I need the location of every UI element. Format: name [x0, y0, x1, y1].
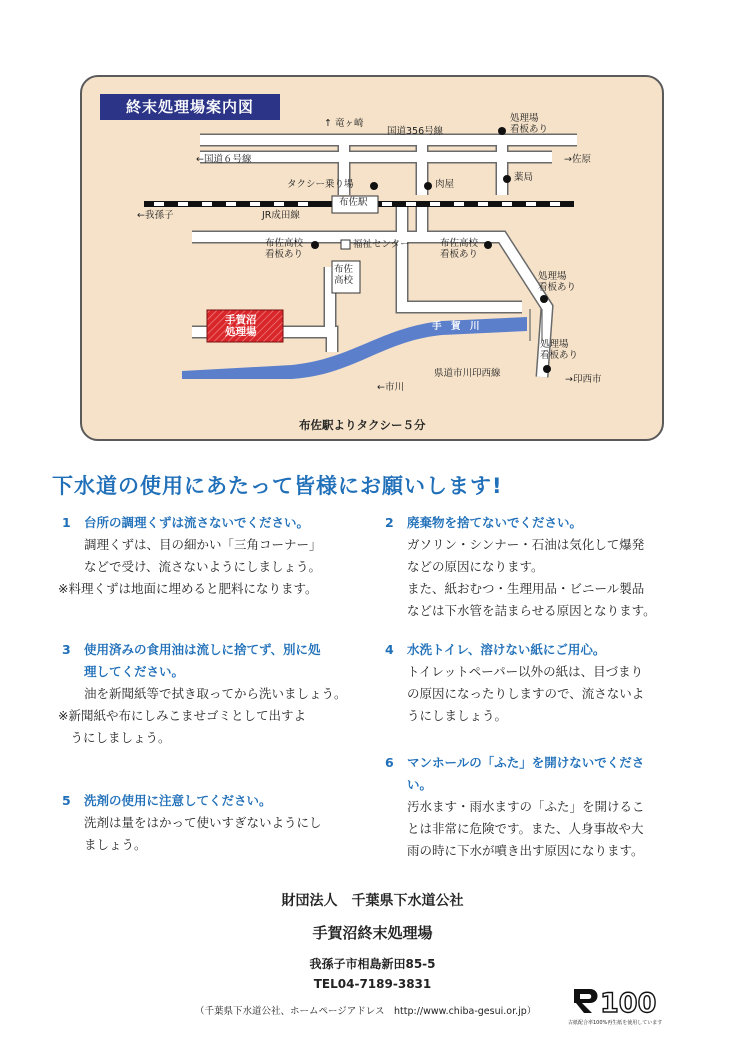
- item-text: 調理くずは、目の細かい「三角コーナー」: [84, 537, 322, 552]
- label-fusa-high: 布佐 高校: [334, 264, 354, 286]
- label-sawara: →佐原: [564, 154, 591, 165]
- main-heading: 下水道の使用にあたって皆様にお願いします!: [52, 474, 503, 498]
- item-note: うにしましょう。: [58, 730, 171, 745]
- item-text: 汚水ます・雨水ますの「ふた」を開けるこ: [407, 799, 645, 814]
- item-text: また、紙おむつ・生理用品・ビニール製品: [407, 581, 645, 596]
- label-jr-line: JR成田線: [262, 210, 300, 221]
- item-number: 4: [385, 642, 394, 657]
- item-number: 6: [385, 755, 394, 770]
- item-text: ガソリン・シンナー・石油は気化して爆発: [407, 537, 645, 552]
- item-number: 1: [62, 515, 71, 530]
- request-item-4: [385, 639, 705, 727]
- request-item-1: [58, 512, 382, 600]
- label-abiko: ←我孫子: [137, 210, 174, 221]
- item-text: などの原因になります。: [407, 559, 544, 574]
- r100-logo-icon: [570, 985, 666, 1017]
- foundation-name: 財団法人 千葉県下水道公社: [281, 893, 464, 909]
- recycle-mark: [570, 985, 666, 1021]
- recycle-number: 100: [600, 988, 657, 1017]
- item-text: ましょう。: [84, 837, 147, 852]
- address: 我孫子市相島新田85-5: [309, 957, 436, 971]
- label-teganuma-plant: 手賀沼 処理場: [225, 314, 257, 339]
- label-ichikawa: ←市川: [377, 382, 404, 393]
- label-school-sign-1: 布佐高校 看板あり: [265, 238, 304, 260]
- item-note: ※料理くずは地面に埋めると肥料になります。: [58, 581, 318, 596]
- request-item-3: [58, 639, 382, 749]
- item-number: 3: [62, 642, 71, 657]
- guide-map: [80, 75, 664, 441]
- item-title: 使用済みの食用油は流しに捨てず、別に処 理してください。: [84, 642, 321, 679]
- item-text: 洗剤は量をはかって使いすぎないようにし: [84, 815, 322, 830]
- item-text: 雨の時に下水が噴き出す原因になります。: [407, 843, 644, 858]
- label-inzai: →印西市: [565, 374, 602, 385]
- item-number: 5: [62, 793, 71, 808]
- telephone: TEL04-7189-3831: [313, 977, 432, 991]
- item-text: とは非常に危険です。また、人身事故や大: [407, 821, 644, 836]
- item-title: 洗剤の使用に注意してください。: [84, 793, 272, 808]
- website-line: （千葉県下水道公社、ホームページアドレス http://www.chiba-gesui.or.jp）: [195, 1006, 537, 1017]
- label-butcher: 肉屋: [435, 179, 455, 190]
- item-text: うにしましょう。: [407, 708, 508, 723]
- label-route356: 国道356号線: [387, 126, 444, 137]
- request-item-6: [385, 752, 705, 862]
- item-text: の原因になったりしますので、流さないよ: [407, 686, 645, 701]
- label-pref-road: 県道市川印西線: [434, 368, 501, 379]
- item-text: 油を新聞紙等で拭き取ってから洗いましょう。: [84, 686, 347, 701]
- plant-name: 手賀沼終末処理場: [312, 924, 433, 942]
- label-fusa-station: 布佐駅: [339, 197, 368, 208]
- label-school-sign-2: 布佐高校 看板あり: [440, 238, 479, 260]
- label-welfare-center: 福祉センター: [353, 239, 410, 250]
- recycle-caption: 古紙配合率100%再生紙を使用しています: [568, 1020, 663, 1026]
- label-tega-river: 手 賀 川: [432, 321, 480, 332]
- item-title: 廃棄物を捨てないでください。: [407, 515, 583, 530]
- label-ryugasaki: ↑ 竜ヶ崎: [324, 118, 364, 129]
- item-title: 台所の調理くずは流さないでください。: [84, 515, 310, 530]
- item-text: などで受け、流さないようにしましょう。: [84, 559, 322, 574]
- item-title: マンホールの「ふた」を開けないでくださ い。: [407, 755, 645, 792]
- label-plant-sign-1: 処理場 看板あり: [510, 113, 549, 135]
- item-number: 2: [385, 515, 394, 530]
- label-plant-sign-2: 処理場 看板あり: [538, 271, 577, 293]
- map-caption: 布佐駅よりタクシー５分: [299, 418, 426, 432]
- label-taxi: タクシー乗り場: [287, 179, 354, 190]
- item-note: ※新聞紙や布にしみこませゴミとして出すよ: [58, 708, 306, 723]
- item-title: 水洗トイレ、溶けない紙にご用心。: [407, 642, 606, 657]
- item-text: などは下水管を詰まらせる原因となります。: [407, 603, 656, 618]
- map-title: 終末処理場案内図: [100, 94, 280, 120]
- label-plant-sign-3: 処理場 看板あり: [540, 339, 579, 361]
- label-pharmacy: 薬局: [514, 172, 534, 183]
- label-route6: ←国道６号線: [196, 154, 252, 165]
- item-text: トイレットペーパー以外の紙は、目づまり: [407, 664, 644, 679]
- request-item-2: [385, 512, 705, 622]
- request-item-5: [62, 790, 382, 856]
